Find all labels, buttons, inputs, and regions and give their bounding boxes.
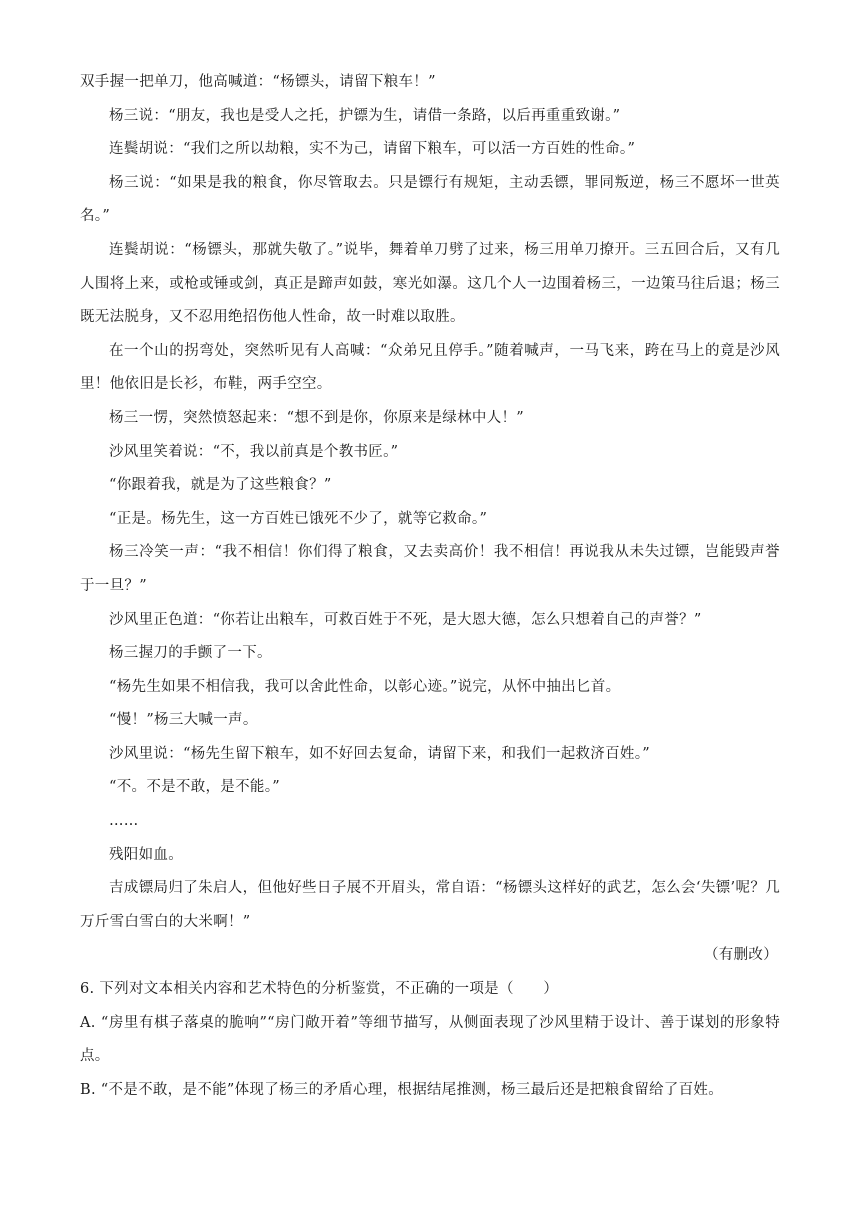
story-paragraph: 连鬓胡说：“我们之所以劫粮，实不为己，请留下粮车，可以活一方百姓的性命。” [109,141,636,158]
question-stem: 6. 下列对文本相关内容和艺术特色的分析鉴赏，不正确的一项是（ ） [80,981,559,998]
story-paragraph: 沙风里正色道：“你若让出粮车，可救百姓于不死，是大恩大德，怎么只想着自己的声誉？” [109,611,702,628]
story-paragraph: 杨三冷笑一声：“我不相信！你们得了粮食，又去卖高价！我不相信！再说我从未失过镖，岂能毁声誉于一旦？” [80,544,780,594]
question-option-b: B. “不是不敢，是不能”体现了杨三的矛盾心理，根据结尾推测，杨三最后还是把粮食留给了百姓。 [80,1081,723,1098]
document-body [80,66,780,1107]
story-paragraph: 吉成镖局归了朱启人，但他好些日子展不开眉头，常自语：“杨镖头这样好的武艺，怎么会‘失镖’呢？几万斤雪白雪白的大米啊！” [80,880,780,930]
source-note: （有删改） [704,947,778,964]
story-paragraph: “杨先生如果不相信我，我可以舍此性命，以彰心迹。”说完，从怀中抽出匕首。 [109,678,621,695]
ellipsis-line: …… [109,813,139,830]
story-paragraph: 双手握一把单刀，他高喊道：“杨镖头，请留下粮车！” [80,74,436,90]
story-paragraph: 残阳如血。 [109,846,183,863]
question-block [80,973,780,1107]
story-paragraph: 沙风里笑着说：“不，我以前真是个教书匠。” [109,443,399,460]
story-paragraph: “你跟着我，就是为了这些粮食？” [109,477,332,494]
question-option-a: A. “房里有棋子落桌的脆响”“房门敞开着”等细节描写，从侧面表现了沙风里精于设计、善于谋划的形象特点。 [80,1014,780,1065]
story-paragraph: 沙风里说：“杨先生留下粮车，如不好回去复命，请留下来，和我们一起救济百姓。” [109,745,650,762]
story-paragraph: 杨三说：“如果是我的粮食，你尽管取去。只是镖行有规矩，主动丢镖，罪同叛逆，杨三不愿坏一世英名。” [80,174,780,225]
story-paragraph: 杨三一愣，突然愤怒起来：“想不到是你，你原来是绿林中人！” [109,409,525,426]
story-paragraph: 连鬓胡说：“杨镖头，那就失敬了。”说毕，舞着单刀劈了过来，杨三用单刀撩开。三五回合后，又有几人围将上来，或枪或锤或剑，真正是蹄声如鼓，寒光如瀑。这几个人一边围着杨三，一边策马往后退；杨三既无法脱身，又不忍用绝招伤他人性命，故一时难以取胜。 [80,241,780,326]
story-paragraph: 杨三握刀的手颤了一下。 [109,645,272,662]
story-paragraph: “正是。杨先生，这一方百姓已饿死不少了，就等它救命。” [109,510,488,527]
story-paragraph: 在一个山的拐弯处，突然听见有人高喊：“众弟兄且停手。”随着喊声，一马飞来，跨在马上的竟是沙风里！他依旧是长衫，布鞋，两手空空。 [80,342,780,393]
story-paragraph: “慢！”杨三大喊一声。 [109,712,258,729]
story-paragraph: 杨三说：“朋友，我也是受人之托，护镖为生，请借一条路，以后再重重致谢。” [109,107,621,124]
story-text [80,66,780,973]
story-paragraph: “不。不是不敢，是不能。” [109,779,280,796]
